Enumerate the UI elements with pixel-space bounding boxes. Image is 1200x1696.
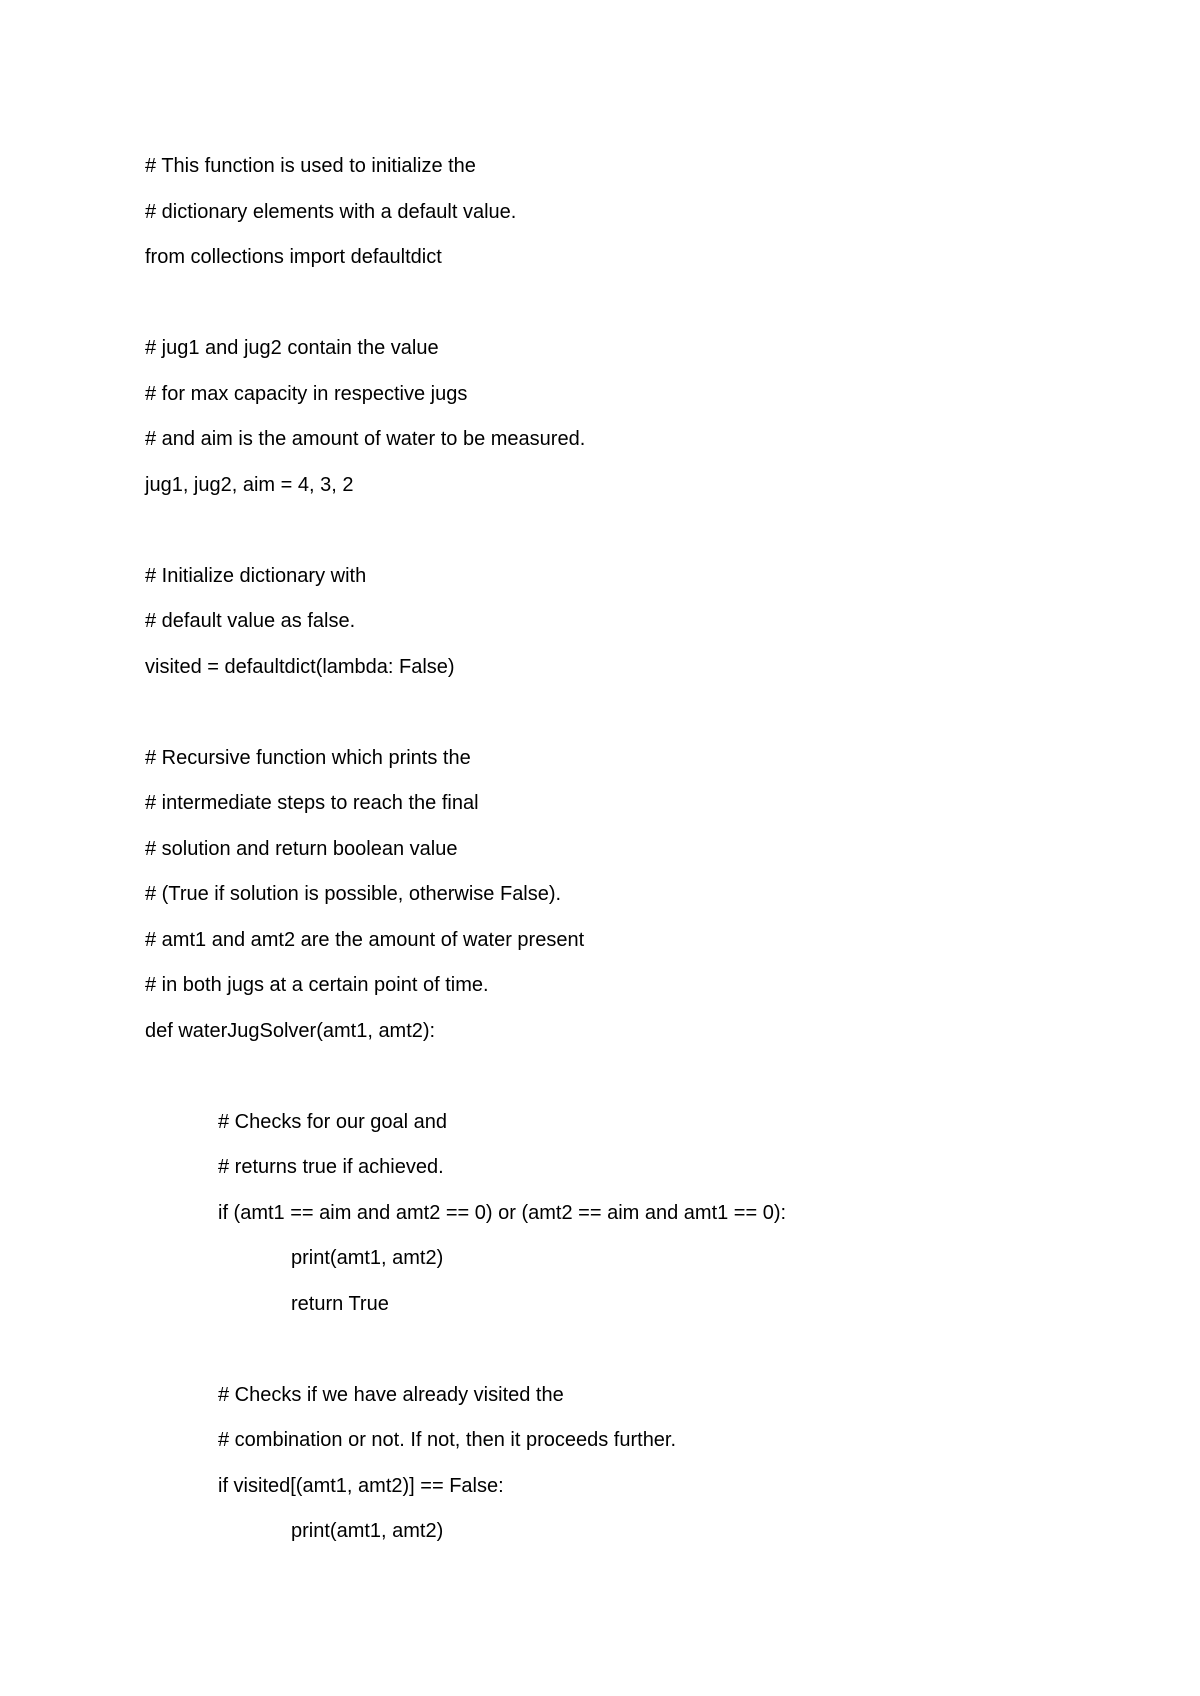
comment-line: # Checks if we have already visited the	[218, 1383, 564, 1406]
blank-line	[145, 690, 1145, 736]
comment-line: # Checks for our goal and	[218, 1110, 448, 1133]
comment-line: # solution and return boolean value	[145, 837, 458, 860]
if-condition-line: if (amt1 == aim and amt2 == 0) or (amt2 == aim and amt1 == 0):	[218, 1201, 787, 1224]
assignment-line: jug1, jug2, aim = 4, 3, 2	[145, 473, 354, 496]
blank-line	[145, 508, 1145, 554]
comment-line: # jug1 and jug2 contain the value	[145, 337, 439, 359]
comment-line: # for max capacity in respective jugs	[145, 382, 468, 405]
import-line: from collections import defaultdict	[145, 246, 442, 268]
comment-line: # This function is used to initialize the	[145, 155, 476, 177]
comment-line: # default value as false.	[145, 610, 356, 632]
print-line: print(amt1, amt2)	[291, 1520, 444, 1542]
blank-line	[145, 281, 1145, 327]
assignment-line: visited = defaultdict(lambda: False)	[145, 655, 455, 678]
comment-line: # dictionary elements with a default value.	[145, 200, 517, 223]
if-condition-line: if visited[(amt1, amt2)] == False:	[218, 1474, 504, 1497]
comment-line: # Initialize dictionary with	[145, 564, 367, 587]
comment-line: # (True if solution is possible, otherwise False).	[145, 883, 562, 905]
blank-line	[145, 1327, 1145, 1373]
comment-line: # returns true if achieved.	[218, 1156, 444, 1178]
code-text-block	[145, 144, 1145, 1555]
comment-line: # intermediate steps to reach the final	[145, 792, 479, 814]
comment-line: # and aim is the amount of water to be measured.	[145, 428, 586, 450]
comment-line: # amt1 and amt2 are the amount of water present	[145, 928, 585, 951]
print-line: print(amt1, amt2)	[291, 1247, 444, 1269]
blank-line	[145, 1054, 1145, 1100]
comment-line: # combination or not. If not, then it proceeds further.	[218, 1429, 677, 1451]
function-definition-line: def waterJugSolver(amt1, amt2):	[145, 1019, 436, 1042]
return-line: return True	[291, 1292, 389, 1315]
comment-line: # Recursive function which prints the	[145, 746, 471, 769]
comment-line: # in both jugs at a certain point of time.	[145, 974, 489, 996]
